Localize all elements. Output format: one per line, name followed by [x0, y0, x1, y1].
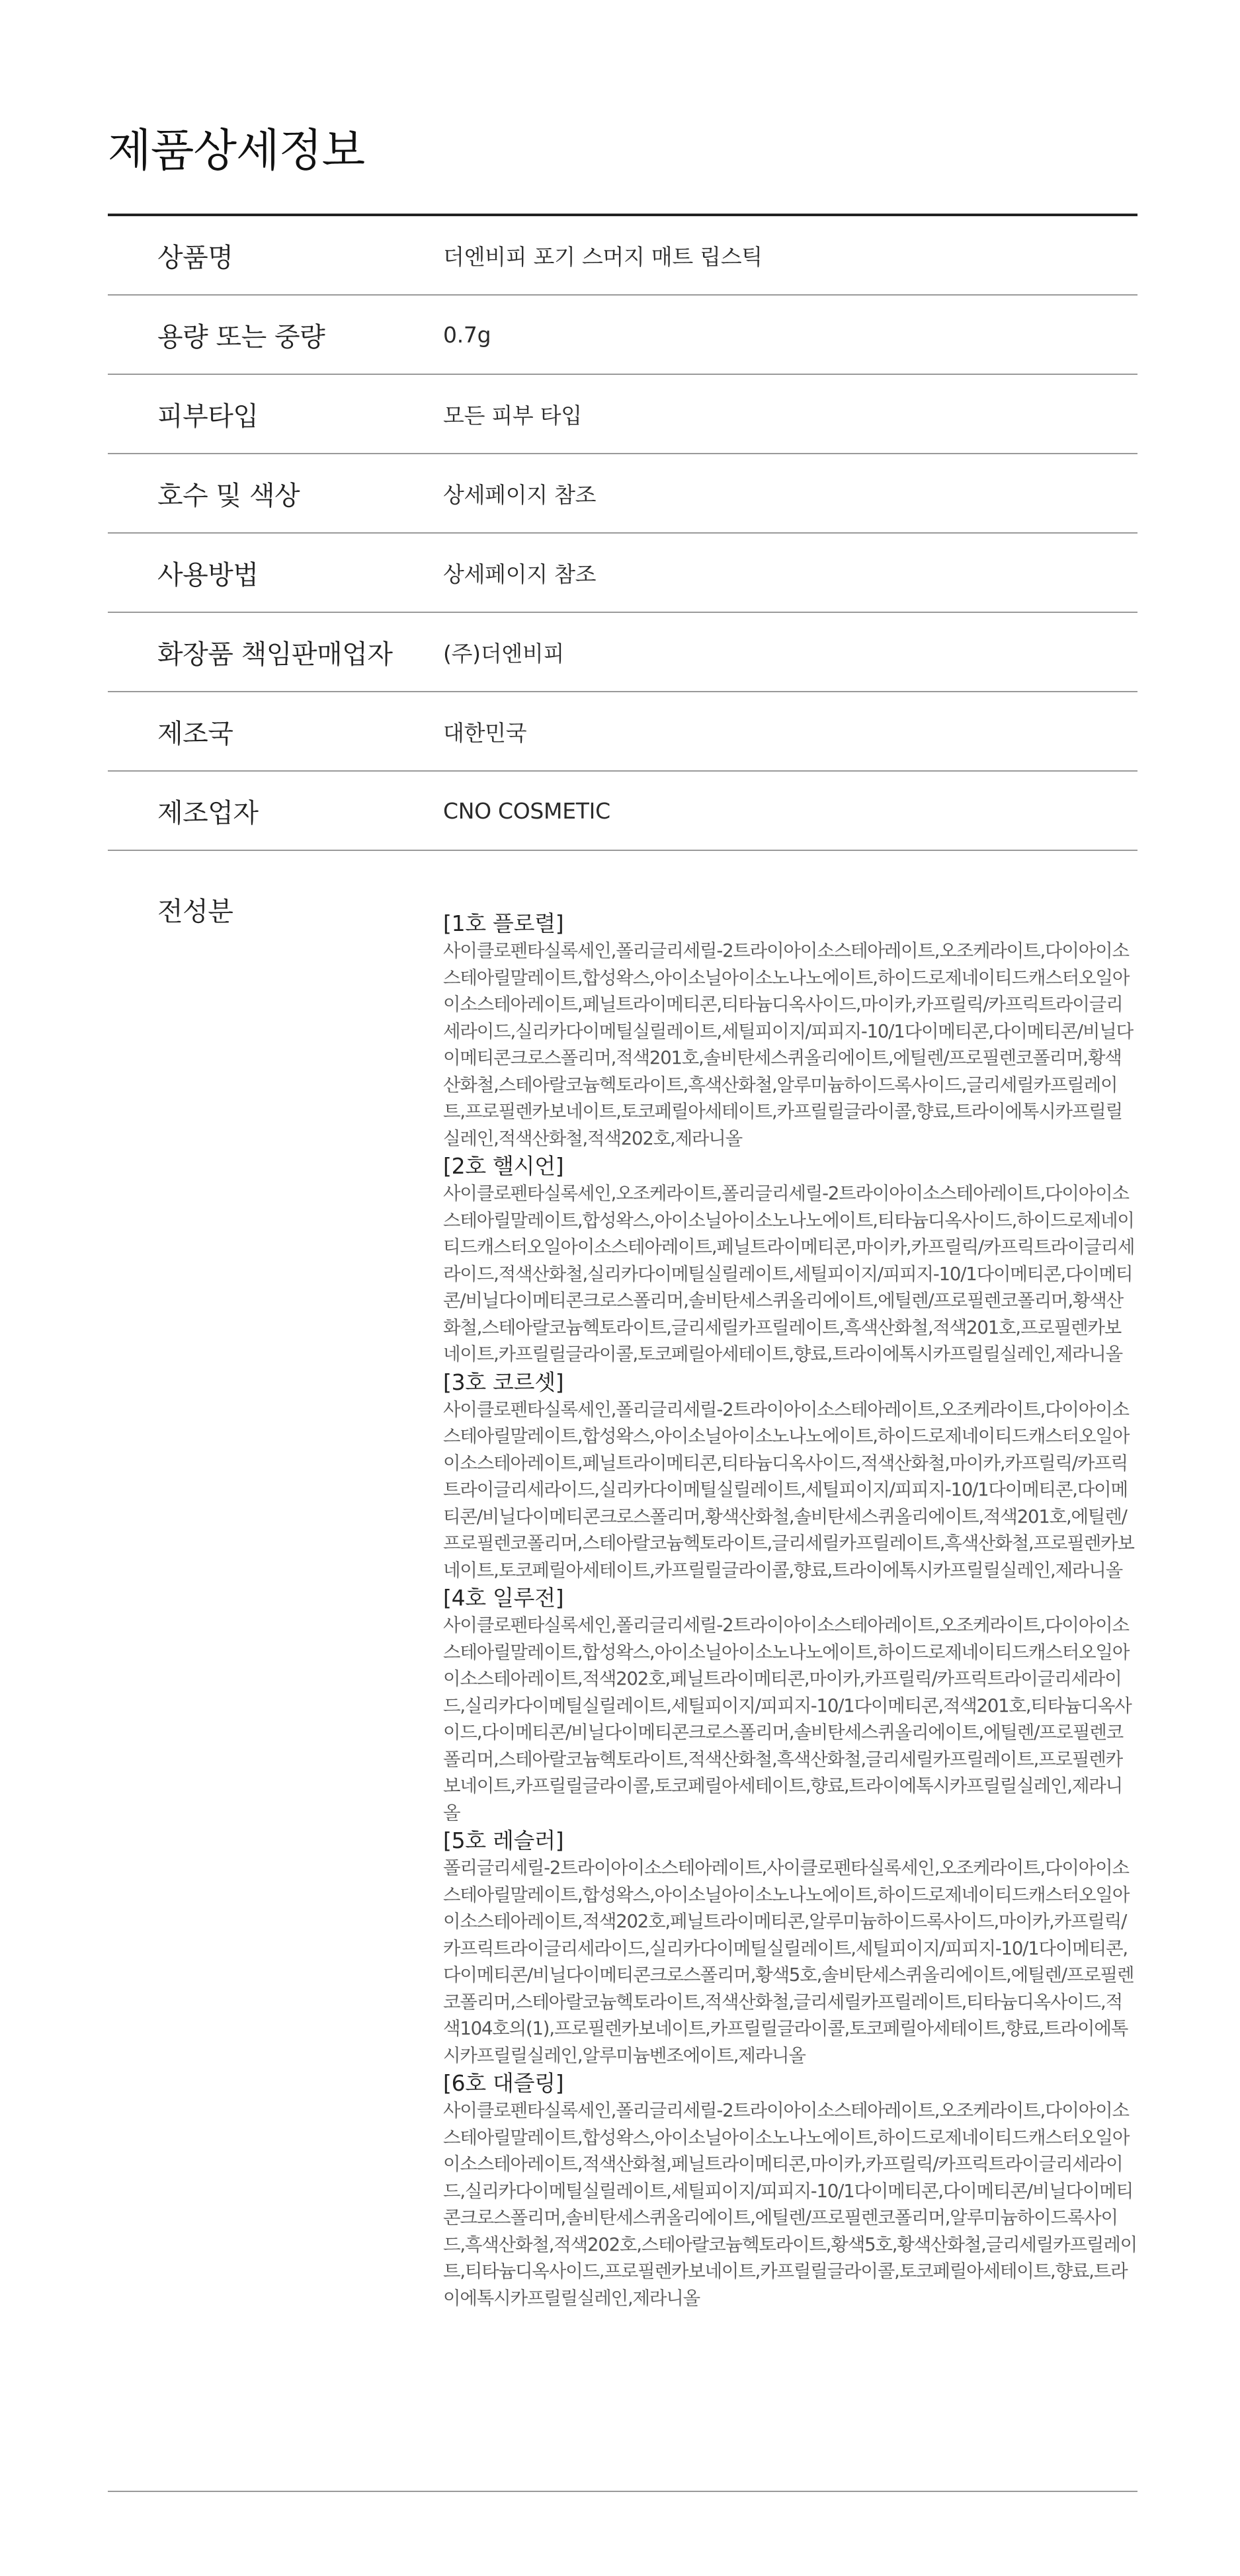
row-value: 모든 피부 타입: [443, 402, 582, 428]
row-product-name: [108, 216, 1137, 296]
shade-title: [4호 일루전]: [443, 1585, 564, 1611]
shade-title: [6호 대즐링]: [443, 2070, 564, 2096]
row-label: 화장품 책임판매업자: [157, 639, 393, 670]
shade-ingredients: 사이클로펜타실록세인,폴리글리세릴-2트라이아이소스테아레이트,오조케라이트,다이아이소스테아릴말레이트,합성왁스,아이소닐아이소노나노에이트,하이드로제네이티드캐스터오일아이소스테아레이트,적색산화철,페닐트라이메티콘,마이카,카프릴릭/카프릭트라이글리세라이드,실리카다이메틸실릴레이트,세틸피이지/피피지-10/1다이메티콘,다이메티콘/비닐다이메티콘크로스폴리머,솔비탄세스퀴올리에이트,에틸렌/프로필렌코폴리머,알루미늄하이드록사이드,흑색산화철,적색202호,스테아랄코늄헥토라이트,황색5호,황색산화철,글리세릴카프릴레이트,티타늄디옥사이드,프로필렌카보네이트,카프릴릴글라이콜,토코페릴아세테이트,향료,트라이에톡시카프릴릴실레인,제라니올: [443, 2100, 1137, 2309]
shade-title: [3호 코르셋]: [443, 1369, 564, 1395]
row-capacity: [108, 296, 1137, 375]
row-value: 상세페이지 참조: [443, 481, 597, 508]
row-usage: [108, 534, 1137, 613]
row-value: CNO COSMETIC: [443, 797, 610, 824]
row-value: 더엔비피 포기 스머지 매트 립스틱: [443, 243, 763, 270]
shade-title: [5호 레슬러]: [443, 1828, 564, 1853]
row-country: [108, 692, 1137, 772]
row-responsible-seller: [108, 613, 1137, 692]
ingredients-list: [443, 887, 1137, 2312]
page-title: 제품상세정보: [108, 125, 365, 177]
row-value: 대한민국: [443, 719, 527, 746]
row-ingredients: [108, 851, 1137, 2492]
row-value: 상세페이지 참조: [443, 561, 597, 587]
row-shade-color: [108, 454, 1137, 534]
shade-ingredients: 폴리글리세릴-2트라이아이소스테아레이트,사이클로펜타실록세인,오조케라이트,다이아이소스테아릴말레이트,합성왁스,아이소닐아이소노나노에이트,하이드로제네이티드캐스터오일아이소스테아레이트,적색202호,페닐트라이메티콘,알루미늄하이드록사이드,마이카,카프릴릭/카프릭트라이글리세라이드,실리카다이메틸실릴레이트,세틸피이지/피피지-10/1다이메티콘,다이메티콘/비닐다이메티콘크로스폴리머,황색5호,솔비탄세스퀴올리에이트,에틸렌/프로필렌코폴리머,스테아랄코늄헥토라이트,적색산화철,글리세릴카프릴레이트,티타늄디옥사이드,적색104호의(1),프로필렌카보네이트,카프릴릴글라이콜,토코페릴아세테이트,향료,트라이에톡시카프릴릴실레인,알루미늄벤조에이트,제라니올: [443, 1857, 1134, 2066]
row-label: 상품명: [157, 242, 233, 273]
row-label: 사용방법: [157, 559, 259, 590]
row-label: 호수 및 색상: [157, 480, 300, 511]
row-label: 용량 또는 중량: [157, 321, 325, 352]
shade-ingredients: 사이클로펜타실록세인,오조케라이트,폴리글리세릴-2트라이아이소스테아레이트,다이아이소스테아릴말레이트,합성왁스,아이소닐아이소노나노에이트,티타늄디옥사이드,하이드로제네이티드캐스터오일아이소스테아레이트,페닐트라이메티콘,마이카,카프릴릭/카프릭트라이글리세라이드,적색산화철,실리카다이메틸실릴레이트,세틸피이지/피피지-10/1다이메티콘,다이메티콘/비닐다이메티콘크로스폴리머,솔비탄세스퀴올리에이트,에틸렌/프로필렌코폴리머,황색산화철,스테아랄코늄헥토라이트,글리세릴카프릴레이트,흑색산화철,적색201호,프로필렌카보네이트,카프릴릴글라이콜,토코페릴아세테이트,향료,트라이에톡시카프릴릴실레인,제라니올: [443, 1183, 1135, 1365]
row-manufacturer: [108, 772, 1137, 851]
row-skin-type: [108, 375, 1137, 454]
shade-ingredients: 사이클로펜타실록세인,폴리글리세릴-2트라이아이소스테아레이트,오조케라이트,다이아이소스테아릴말레이트,합성왁스,아이소닐아이소노나노에이트,하이드로제네이티드캐스터오일아이소스테아레이트,페닐트라이메티콘,티타늄디옥사이드,마이카,카프릴릭/카프릭트라이글리세라이드,실리카다이메틸실릴레이트,세틸피이지/피피지-10/1다이메티콘,다이메티콘/비닐다이메티콘크로스폴리머,적색201호,솔비탄세스퀴올리에이트,에틸렌/프로필렌코폴리머,황색산화철,스테아랄코늄헥토라이트,흑색산화철,알루미늄하이드록사이드,글리세릴카프릴레이트,프로필렌카보네이트,토코페릴아세테이트,카프릴릴글라이콜,향료,트라이에톡시카프릴릴실레인,적색산화철,적색202호,제라니올: [443, 940, 1133, 1149]
row-label: 제조업자: [157, 797, 259, 828]
product-info-table: [108, 216, 1137, 2492]
shade-title: [2호 핼시언]: [443, 1153, 564, 1179]
row-value: (주)더엔비피: [443, 640, 565, 666]
shade-ingredients: 사이클로펜타실록세인,폴리글리세릴-2트라이아이소스테아레이트,오조케라이트,다이아이소스테아릴말레이트,합성왁스,아이소닐아이소노나노에이트,하이드로제네이티드캐스터오일아이소스테아레이트,적색202호,페닐트라이메티콘,마이카,카프릴릭/카프릭트라이글리세라이드,실리카다이메틸실릴레이트,세틸피이지/피피지-10/1다이메티콘,적색201호,티타늄디옥사이드,다이메티콘/비닐다이메티콘크로스폴리머,솔비탄세스퀴올리에이트,에틸렌/프로필렌코폴리머,스테아랄코늄헥토라이트,적색산화철,흑색산화철,글리세릴카프릴레이트,프로필렌카보네이트,카프릴릴글라이콜,토코페릴아세테이트,향료,트라이에톡시카프릴릴실레인,제라니올: [443, 1615, 1132, 1824]
row-label: 전성분: [157, 897, 233, 927]
shade-title: [1호 플로렬]: [443, 910, 564, 936]
row-label: 제조국: [157, 718, 233, 749]
shade-ingredients: 사이클로펜타실록세인,폴리글리세릴-2트라이아이소스테아레이트,오조케라이트,다이아이소스테아릴말레이트,합성왁스,아이소닐아이소노나노에이트,하이드로제네이티드캐스터오일아이소스테아레이트,페닐트라이메티콘,티타늄디옥사이드,적색산화철,마이카,카프릴릭/카프릭트라이글리세라이드,실리카다이메틸실릴레이트,세틸피이지/피피지-10/1다이메티콘,다이메티콘/비닐다이메티콘크로스폴리머,황색산화철,솔비탄세스퀴올리에이트,적색201호,에틸렌/프로필렌코폴리머,스테아랄코늄헥토라이트,글리세릴카프릴레이트,흑색산화철,프로필렌카보네이트,토코페릴아세테이트,카프릴릴글라이콜,향료,트라이에톡시카프릴릴실레인,제라니올: [443, 1398, 1134, 1581]
row-value: 0.7g: [443, 321, 491, 348]
row-label: 피부타입: [157, 401, 259, 432]
